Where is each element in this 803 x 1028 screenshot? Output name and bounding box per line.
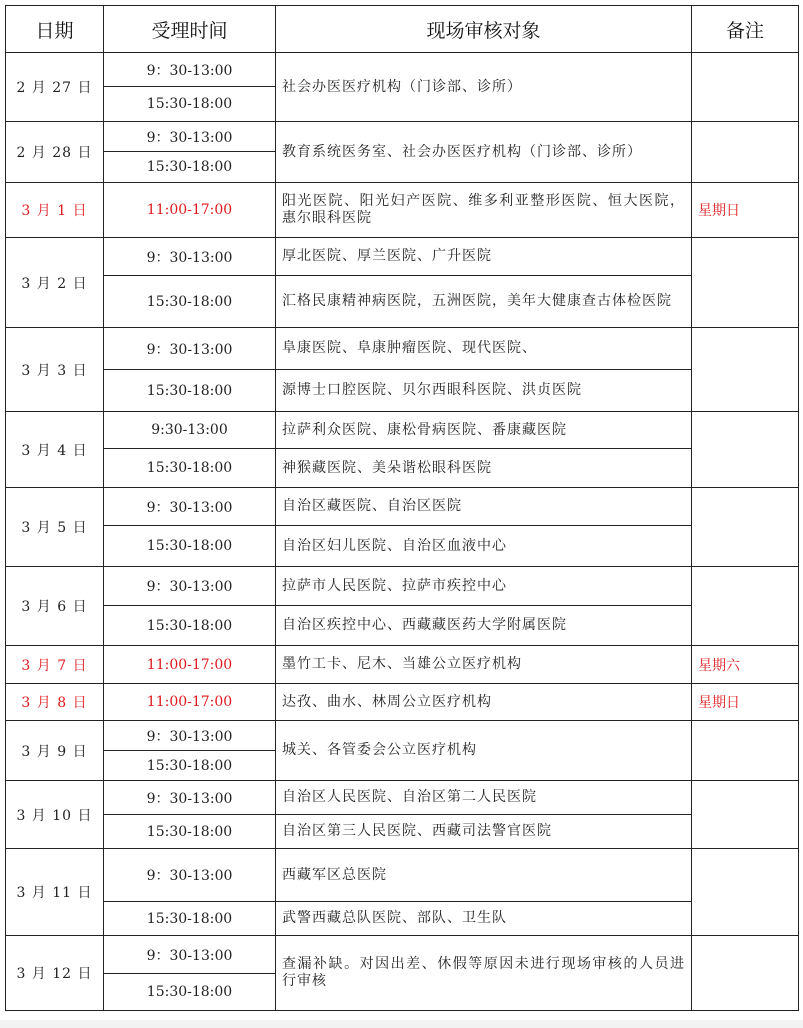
time-cell: 9：30-13:00	[104, 122, 276, 152]
time-cell: 15:30-18:00	[104, 606, 276, 646]
note-cell	[692, 781, 799, 849]
date-cell: 3 月 1 日	[6, 183, 104, 238]
note-cell	[692, 238, 799, 328]
date-cell: 3 月 2 日	[6, 238, 104, 328]
note-cell	[692, 936, 799, 1011]
table-row	[6, 488, 799, 526]
object-cell: 自治区人民医院、自治区第二人民医院	[276, 781, 692, 815]
time-cell: 9：30-13:00	[104, 53, 276, 87]
table-row	[6, 328, 799, 370]
time-cell: 15:30-18:00	[104, 751, 276, 781]
header-note: 备注	[692, 6, 799, 53]
time-cell: 11:00-17:00	[104, 183, 276, 238]
page-bottom-strip	[0, 1020, 803, 1028]
table-row	[6, 53, 799, 87]
date-cell: 3 月 5 日	[6, 488, 104, 567]
time-cell: 9：30-13:00	[104, 238, 276, 276]
table-row	[6, 526, 799, 567]
time-cell: 15:30-18:00	[104, 152, 276, 183]
note-cell	[692, 53, 799, 122]
object-cell: 神猴藏医院、美朵谐松眼科医院	[276, 449, 692, 488]
table-row	[6, 936, 799, 974]
time-cell: 9：30-13:00	[104, 849, 276, 902]
note-cell: 星期六	[692, 646, 799, 684]
table-row	[6, 815, 799, 849]
time-cell: 11:00-17:00	[104, 684, 276, 721]
time-cell: 9：30-13:00	[104, 567, 276, 606]
date-cell: 3 月 4 日	[6, 412, 104, 488]
object-cell: 汇格民康精神病医院，五洲医院，美年大健康查古体检医院	[276, 276, 692, 328]
table-row	[6, 276, 799, 328]
object-cell: 社会办医医疗机构（门诊部、诊所）	[276, 53, 692, 122]
object-cell: 城关、各管委会公立医疗机构	[276, 721, 692, 781]
time-cell: 15:30-18:00	[104, 526, 276, 567]
object-cell: 自治区妇儿医院、自治区血液中心	[276, 526, 692, 567]
date-cell: 2 月 27 日	[6, 53, 104, 122]
time-cell: 15:30-18:00	[104, 370, 276, 412]
table-row	[6, 849, 799, 902]
time-cell: 15:30-18:00	[104, 974, 276, 1011]
table-row	[6, 449, 799, 488]
date-cell: 3 月 3 日	[6, 328, 104, 412]
date-cell: 3 月 12 日	[6, 936, 104, 1011]
header-date: 日期	[6, 6, 104, 53]
time-cell: 9：30-13:00	[104, 936, 276, 974]
note-cell	[692, 488, 799, 567]
object-cell: 拉萨利众医院、康松骨病医院、番康藏医院	[276, 412, 692, 449]
object-cell: 墨竹工卡、尼木、当雄公立医疗机构	[276, 646, 692, 684]
table-row	[6, 238, 799, 276]
date-cell: 2 月 28 日	[6, 122, 104, 183]
table-row	[6, 567, 799, 606]
time-cell: 11:00-17:00	[104, 646, 276, 684]
table-row	[6, 412, 799, 449]
note-cell	[692, 122, 799, 183]
note-cell	[692, 328, 799, 412]
note-cell: 星期日	[692, 684, 799, 721]
object-cell: 自治区疾控中心、西藏藏医药大学附属医院	[276, 606, 692, 646]
time-cell: 9：30-13:00	[104, 781, 276, 815]
note-cell	[692, 412, 799, 488]
header-row	[6, 6, 799, 53]
date-cell: 3 月 11 日	[6, 849, 104, 936]
object-cell: 武警西藏总队医院、部队、卫生队	[276, 902, 692, 936]
schedule-table	[5, 5, 799, 1011]
time-cell: 15:30-18:00	[104, 87, 276, 122]
object-cell: 阳光医院、阳光妇产医院、维多利亚整形医院、恒大医院，惠尔眼科医院	[276, 183, 692, 238]
time-cell: 15:30-18:00	[104, 449, 276, 488]
header-time: 受理时间	[104, 6, 276, 53]
object-cell: 阜康医院、阜康肿瘤医院、现代医院、	[276, 328, 692, 370]
time-cell: 15:30-18:00	[104, 815, 276, 849]
date-cell: 3 月 6 日	[6, 567, 104, 646]
header-object: 现场审核对象	[276, 6, 692, 53]
time-cell: 15:30-18:00	[104, 902, 276, 936]
table-row	[6, 684, 799, 721]
table-row	[6, 122, 799, 152]
object-cell: 拉萨市人民医院、拉萨市疾控中心	[276, 567, 692, 606]
object-cell: 查漏补缺。对因出差、休假等原因未进行现场审核的人员进行审核	[276, 936, 692, 1011]
object-cell: 自治区藏医院、自治区医院	[276, 488, 692, 526]
time-cell: 9:30-13:00	[104, 412, 276, 449]
date-cell: 3 月 8 日	[6, 684, 104, 721]
note-cell	[692, 567, 799, 646]
table-row	[6, 183, 799, 238]
object-cell: 西藏军区总医院	[276, 849, 692, 902]
note-cell	[692, 721, 799, 781]
time-cell: 9：30-13:00	[104, 328, 276, 370]
table-row	[6, 370, 799, 412]
note-cell	[692, 849, 799, 936]
time-cell: 9：30-13:00	[104, 488, 276, 526]
object-cell: 源博士口腔医院、贝尔西眼科医院、洪贞医院	[276, 370, 692, 412]
object-cell: 自治区第三人民医院、西藏司法警官医院	[276, 815, 692, 849]
table-row	[6, 902, 799, 936]
note-cell: 星期日	[692, 183, 799, 238]
time-cell: 9：30-13:00	[104, 721, 276, 751]
date-cell: 3 月 7 日	[6, 646, 104, 684]
time-cell: 15:30-18:00	[104, 276, 276, 328]
date-cell: 3 月 10 日	[6, 781, 104, 849]
table-row	[6, 606, 799, 646]
table-row	[6, 646, 799, 684]
object-cell: 达孜、曲水、林周公立医疗机构	[276, 684, 692, 721]
table-row	[6, 781, 799, 815]
object-cell: 厚北医院、厚兰医院、广升医院	[276, 238, 692, 276]
table-row	[6, 721, 799, 751]
object-cell: 教育系统医务室、社会办医医疗机构（门诊部、诊所）	[276, 122, 692, 183]
date-cell: 3 月 9 日	[6, 721, 104, 781]
